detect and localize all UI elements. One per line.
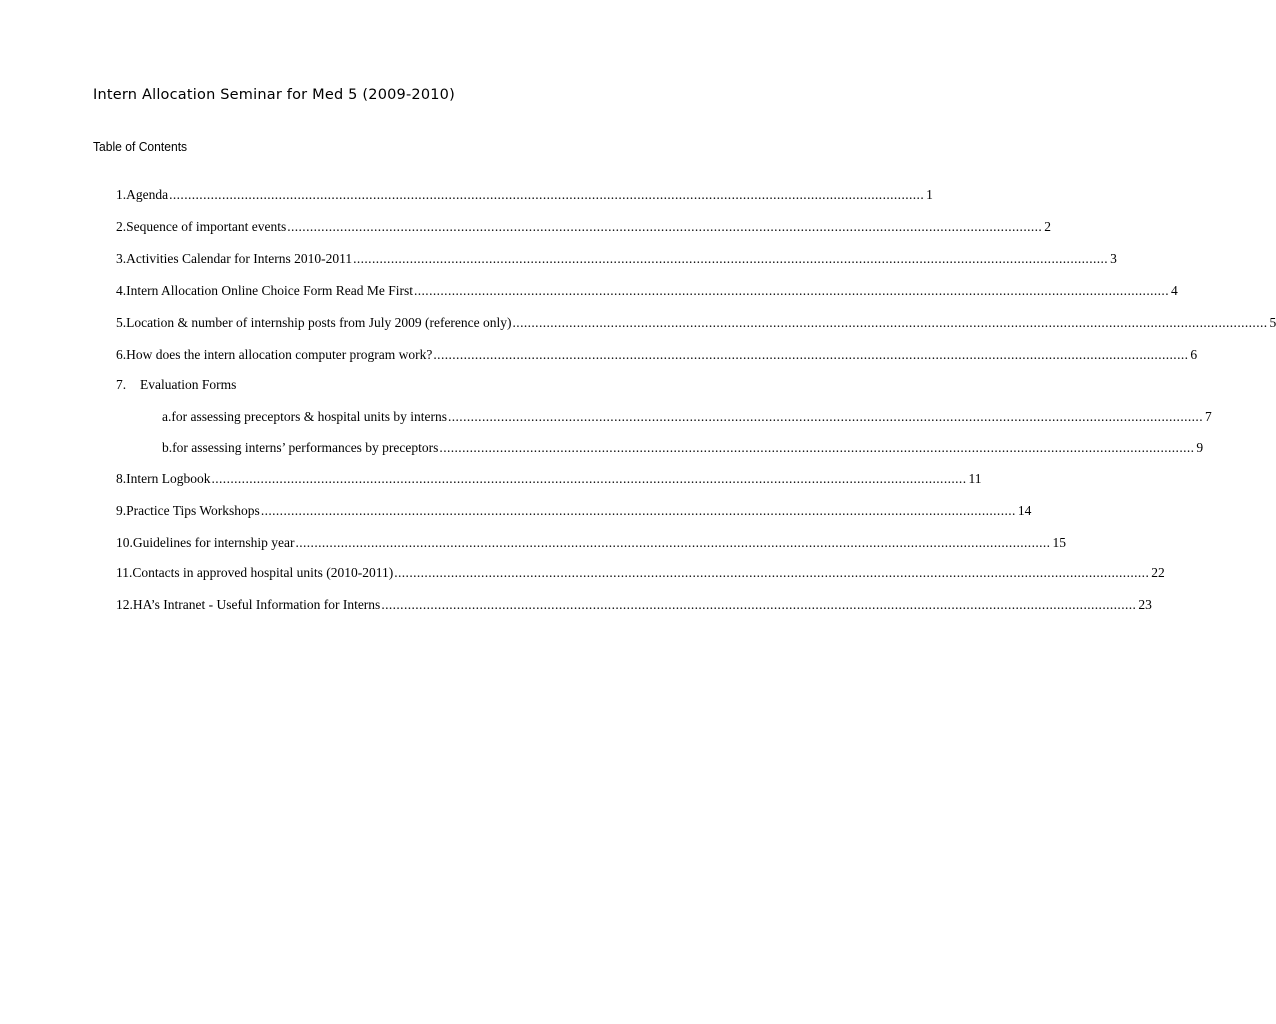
toc-entry: [116, 503, 1032, 519]
toc-leader-dots: ........................................................................................................................................................................................................: [394, 565, 1150, 580]
toc-entry: [116, 597, 1152, 613]
toc-entry: [116, 187, 933, 203]
toc-entry-title: for assessing preceptors & hospital units by interns: [171, 409, 447, 424]
toc-entry-page: 14: [1017, 503, 1032, 518]
toc-entry-page: 22: [1151, 565, 1165, 580]
toc-entry-number: 2.: [116, 219, 127, 234]
toc-entry-title: HA’s Intranet - Useful Information for Interns: [132, 597, 381, 612]
toc-entry: [116, 283, 1178, 299]
toc-entry-page: 2: [1044, 219, 1051, 234]
toc-leader-dots: ........................................................................................................................................................................................................: [295, 535, 1051, 550]
toc-entry-number: 10.: [116, 535, 133, 550]
toc-entry-number: a.: [162, 409, 172, 424]
toc-subentry: [162, 440, 1204, 456]
toc-subentry: [162, 409, 1212, 425]
toc-entry-title: Guidelines for internship year: [132, 535, 295, 550]
toc-entry-title: Intern Logbook: [126, 471, 211, 486]
toc-entry-number: 1.: [116, 187, 127, 202]
toc-entry-page: 4: [1170, 283, 1178, 298]
toc-entry-number: 3.: [116, 251, 127, 266]
toc-entry-page: 23: [1138, 597, 1152, 612]
toc-entry-number: 4.: [116, 283, 127, 298]
document-title: Intern Allocation Seminar for Med 5 (2009-2010): [93, 87, 455, 103]
toc-entry-title: Sequence of important events: [126, 219, 287, 234]
toc-leader-dots: ........................................................................................................................................................................................................: [433, 347, 1189, 362]
toc-entry-page: 5: [1269, 315, 1276, 330]
toc-entry: [116, 471, 982, 487]
toc-entry-title: Agenda: [126, 187, 169, 202]
toc-entry-page: 15: [1052, 535, 1066, 550]
toc-leader-dots: ........................................................................................................................................................................................................: [512, 315, 1268, 330]
toc-entry-page: 3: [1110, 251, 1117, 266]
toc-entry-page: 6: [1190, 347, 1198, 362]
toc-entry-title: Practice Tips Workshops: [126, 503, 260, 518]
toc-leader-dots: ........................................................................................................................................................................................................: [287, 219, 1043, 234]
toc-heading: Table of Contents: [93, 139, 188, 154]
toc-entry-page: 9: [1196, 440, 1204, 455]
toc-entry-title: Location & number of internship posts from July 2009 (reference only): [126, 315, 512, 330]
toc-entry-title: Activities Calendar for Interns 2010-2011: [126, 251, 353, 266]
toc-entry-title: Evaluation Forms: [140, 377, 237, 392]
toc-entry-page: 1: [926, 187, 933, 202]
toc-entry-number: 5.: [116, 315, 127, 330]
toc-leader-dots: ........................................................................................................................................................................................................: [211, 471, 967, 486]
toc-entry-number: 9.: [116, 503, 127, 518]
toc-leader-dots: ........................................................................................................................................................................................................: [169, 187, 925, 202]
toc-entry: [116, 535, 1066, 551]
toc-entry-title: for assessing interns’ performances by preceptors: [172, 440, 439, 455]
toc-entry-page: 7: [1204, 409, 1212, 424]
toc-entry: [116, 251, 1117, 267]
toc-entry-page: 11: [968, 471, 982, 486]
toc-leader-dots: ........................................................................................................................................................................................................: [439, 440, 1195, 455]
toc-leader-dots: ........................................................................................................................................................................................................: [413, 283, 1169, 298]
toc-entry-number: 12.: [116, 597, 133, 612]
toc-entry-number: 11.: [116, 565, 133, 580]
toc-entry-number: b.: [162, 440, 173, 455]
toc-leader-dots: ........................................................................................................................................................................................................: [353, 251, 1109, 266]
toc-entry-title: Contacts in approved hospital units (2010-2011): [132, 565, 394, 580]
toc-entry: [116, 315, 1276, 331]
toc-entry-title: How does the intern allocation computer program work?: [126, 347, 433, 362]
toc-entry-title: Intern Allocation Online Choice Form Read Me First: [126, 283, 413, 298]
toc-entry-number: 7.: [116, 377, 127, 392]
toc-leader-dots: ........................................................................................................................................................................................................: [260, 503, 1016, 518]
toc-entry: [116, 347, 1198, 363]
toc-entry: [116, 219, 1051, 235]
toc-leader-dots: ........................................................................................................................................................................................................: [381, 597, 1137, 612]
toc-entry-number: 8.: [116, 471, 127, 486]
toc-entry-number: 6.: [116, 347, 127, 362]
toc-leader-dots: ........................................................................................................................................................................................................: [447, 409, 1203, 424]
toc-section-entry: [116, 377, 661, 393]
toc-entry: [116, 565, 1165, 581]
